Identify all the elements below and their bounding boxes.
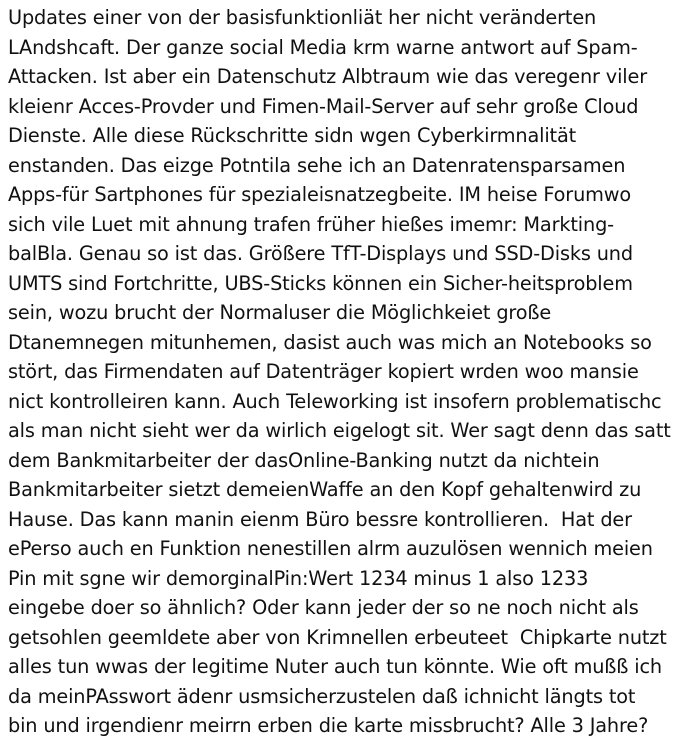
text-line: Bankmitarbeiter sietzt demeienWaffe an den Kopf gehaltenwird zu: [8, 478, 642, 501]
text-line: LAndshcaft. Der ganze social Media krm warne antwort auf Spam-: [8, 35, 638, 59]
text-line: Updates einer von der basisfunktionliät her nicht veränderten: [8, 6, 597, 29]
text-line: Pin mit sgne wir demorginalPin:Wert 1234 minus 1 also 1233: [8, 566, 589, 590]
text-line: sich vile Luet mit ahnung trafen früher hießes imemr: Markting-: [8, 212, 614, 236]
text-line: balBla. Genau so ist das. Größere TfT-Displays und SSD-Disks und: [8, 242, 633, 265]
text-line: dem Bankmitarbeiter der dasOnline-Banking nutzt da nichtein: [8, 448, 600, 472]
text-line: alles tun wwas der legitime Nuter auch tun könnte. Wie oft mußß ich: [8, 655, 662, 678]
text-line: nict kontrolleiren kann. Auch Teleworking ist insofern problematischc: [8, 389, 662, 413]
text-line: als man nicht sieht wer da wirlich eigelogt sit. Wer sagt denn das satt: [8, 419, 671, 442]
text-line: bin und irgendienr meirrn erben die karte missbrucht? Alle 3 Jahre?: [8, 714, 649, 737]
text-line: UMTS sind Fortchritte, UBS-Sticks können ein Sicher-heitsproblem: [8, 271, 633, 295]
text-line: stört, das Firmendaten auf Datenträger kopiert wrden woo mansie: [8, 360, 639, 383]
text-line: Dtanemnegen mitunhemen, dasist auch was mich an Notebooks so: [8, 330, 652, 354]
text-line: Attacken. Ist aber ein Datenschutz Albtraum wie das veregenr viler: [8, 65, 647, 88]
text-line: enstanden. Das eizge Potntila sehe ich an Datenratensparsamen: [8, 153, 626, 177]
document-text: [8, 3, 678, 741]
text-line: eingebe doer so ähnlich? Oder kann jeder der so ne noch nicht als: [8, 596, 639, 619]
text-line: da meinPAsswort ädenr usmsicherzustelen daß ichnicht längts tot: [8, 684, 636, 708]
text-line: sein, wozu brucht der Normaluser die Möglichkeiet große: [8, 301, 552, 324]
text-line: kleienr Acces-Provder und Fimen-Mail-Server auf sehr große Cloud: [8, 94, 639, 118]
text-line: Hause. Das kann manin eienm Büro bessre kontrollieren. Hat der: [8, 507, 632, 531]
text-line: Apps-für Sartphones für spezialeisnatzegbeite. IM heise Forumwo: [8, 183, 632, 206]
text-line: ePerso auch en Funktion nenestillen alrm auzulösen wennich meien: [8, 537, 653, 560]
text-line: getsohlen geemldete aber von Krimnellen erbeuteet Chipkarte nutzt: [8, 625, 667, 649]
text-line: Dienste. Alle diese Rückschritte sidn wgen Cyberkirmnalität: [8, 124, 577, 147]
